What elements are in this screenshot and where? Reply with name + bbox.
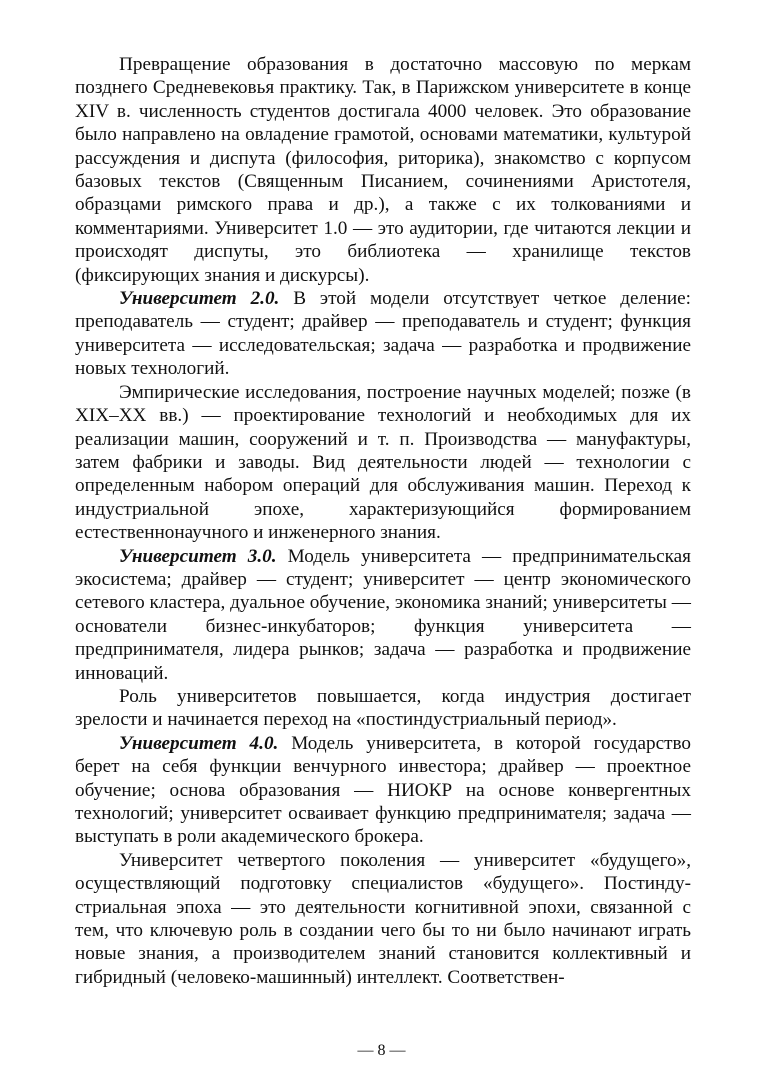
- paragraph-text: Роль университетов повышается, когда индустрия достигает зрелости и начинается переход на «постиндустриальный период».: [75, 685, 691, 731]
- paragraph-university-1-description: [75, 53, 691, 287]
- body-text: [75, 53, 691, 989]
- paragraph-term: Университет 2.0.: [119, 288, 280, 310]
- paragraph-university-3-0: [75, 545, 691, 685]
- paragraph-text: Превращение образования в достаточно массовую по меркам позднего Средневековья практику. Так, в Парижском университете в конце XIV в. численность студентов достигала 4000 человек. Это образование было направлено на овладение грамотой, основами математики, культурой рассуждения и диспута (философия, риторика), знакомство с корпусом базовых текстов (Священным Писанием, сочинениями Аристотеля, образцами римского права и др.), а также с их толкованиями и комментариями. Университет 1.0 — это аудитории, где читаются лекции и происходят диспуты, это библиотека — хранилище текстов (фиксирующих знания и дискурсы).: [75, 54, 691, 286]
- paragraph-text: Модель университета, в которой государство берет на себя функции венчурного инвестора; драйвер — проектное обучение; основа образования — НИОКР на основе конвергентных технологий; университет осваивает функцию предпринимателя; задача — выступать в роли академического брокера.: [75, 732, 691, 848]
- paragraph-term: Университет 4.0.: [119, 732, 279, 754]
- paragraph-university-2-0: [75, 287, 691, 381]
- paragraph-university-4-0: [75, 732, 691, 849]
- paragraph-role-of-universities: [75, 685, 691, 732]
- paragraph-text: В этой модели отсутствует четкое деление: преподаватель — студент; драйвер — преподаватель и студент; функция университета — исследовательская; задача — разработка и продвижение новых технологий.: [75, 288, 691, 380]
- paragraph-empirical-research: [75, 381, 691, 545]
- paragraph-text: Эмпирические исследования, построение научных моделей; позже (в XIX–XX вв.) — проектирование технологий и необходимых для их реализации машин, сооружений и т. п. Производства — мануфактуры, затем фабрики и заводы. Вид деятельности людей — технологии с определенным набором операций для обслуживания машин. Переход к индустриальной эпохе, характеризующийся формированием естественнонаучного и инженерного знания.: [75, 381, 691, 544]
- paragraph-text: Модель университета — предпринимательская экосистема; драйвер — студент; университет — центр экономического сетевого кластера, дуальное обучение, экономика знаний; университеты — основатели бизнес-инкубаторов; функция университета — предпринимателя, лидера рынков; задача — разработка и продвижение инноваций.: [75, 545, 691, 684]
- page-number: — 8 —: [357, 1042, 406, 1059]
- paragraph-text: Университет четвертого поколения — университет «будущего», осуществляющий подготовку специалистов «будущего». Постиндустриальная эпоха — это деятельности когнитивной эпохи, связанной с тем, что ключевую роль в создании чего бы то ни было начинают играть новые знания, а производителем знаний становится коллективный и гибридный (человеко-машинный) интеллект. Соответствен-: [75, 849, 691, 988]
- paragraph-fourth-generation-university: [75, 849, 691, 989]
- paragraph-term: Университет 3.0.: [119, 545, 277, 567]
